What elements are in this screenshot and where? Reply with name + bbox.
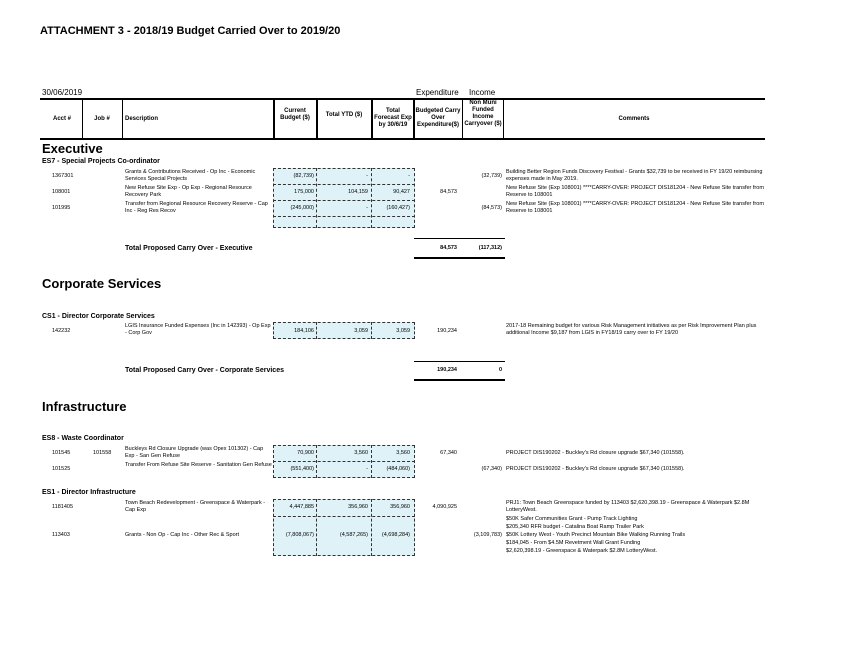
table-row-ytd: - (366, 466, 368, 472)
col-divider (316, 100, 318, 138)
table-row-desc: Town Beach Redevelopment - Greenspace & Waterpark - Cap Exp (125, 500, 266, 513)
table-row-comment-line: $2,620,398.19 - Greenspace & Waterpark $2.8M LotteryWest. (506, 548, 658, 554)
table-row-ytd: 104,159 (348, 189, 368, 195)
table-row-comment-line: $205,340 RFR budget - Catalina Boat Ramp Trailer Park (506, 524, 644, 530)
table-row-acct: 1367301 (52, 173, 74, 179)
section-heading-infrastructure: Infrastructure (42, 399, 127, 414)
subsection-es1: ES1 - Director Infrastructure (42, 489, 136, 496)
col-total-forecast: Total Forecast Exp by 30/6/19 (374, 108, 412, 128)
table-row-ytd: (4,587,265) (339, 532, 368, 538)
table-row-acct: 101525 (52, 466, 71, 472)
table-row-carry: 4,090,925 (432, 504, 457, 510)
table-row-ytd: 3,059 (354, 328, 368, 334)
total-top-line (414, 361, 505, 362)
table-row-acct: 101995 (52, 205, 71, 211)
box-divider (273, 516, 415, 518)
col-divider (371, 100, 373, 138)
total-income-executive: (117,312) (478, 245, 502, 251)
table-row-forecast: (484,060) (386, 466, 410, 472)
col-job: Job # (94, 116, 110, 122)
col-current-budget: Current Budget ($) (280, 108, 310, 121)
table-row-comment: PROJECT DIS190202 - Buckley's Rd closure upgrade $67,340 (101558). (506, 450, 685, 456)
table-row-budget: (82,739) (293, 173, 314, 179)
table-row-ytd: - (366, 173, 368, 179)
income-label: Income (469, 88, 496, 97)
table-row-comment: PROJECT DIS190202 - Buckley's Rd closure upgrade $67,340 (101558). (506, 466, 685, 472)
col-budgeted-carry: Budgeted Carry Over Expenditure($) (415, 108, 461, 128)
table-row-budget: (7,808,067) (285, 532, 314, 538)
table-row-ytd: - (366, 205, 368, 211)
section-heading-executive: Executive (42, 141, 103, 156)
table-row-comment-line: $50K Safer Communities Grant - Pump Track Lighting (506, 516, 638, 522)
header-bottom-line (40, 138, 765, 140)
box-divider (273, 216, 415, 218)
table-row-acct: 108001 (52, 189, 71, 195)
table-row-forecast: - (408, 173, 410, 179)
table-row-comment: Building Better Region Funds Discovery Festival - Grants $32,739 to be received in FY 19/20 reimbursing expenses made in May 2019. (506, 169, 763, 182)
table-row-forecast: 3,059 (396, 328, 410, 334)
table-row-income: (3,109,783) (473, 532, 502, 538)
total-bottom-line (414, 257, 505, 259)
box-divider (273, 184, 415, 186)
table-row-ytd: 356,960 (348, 504, 368, 510)
table-row-job: 101558 (93, 450, 112, 456)
table-row-budget: (245,000) (290, 205, 314, 211)
table-row-income: (84,573) (481, 205, 502, 211)
table-row-ytd: 3,560 (354, 450, 368, 456)
table-row-acct: 113403 (52, 532, 70, 538)
table-row-budget: 70,900 (297, 450, 314, 456)
subsection-es8: ES8 - Waste Coordinator (42, 435, 124, 442)
table-row-income: (32,739) (481, 173, 502, 179)
table-row-desc: Transfer From Refuse Site Reserve - Sanitation Gen Refuse (125, 462, 272, 468)
col-comments: Comments (618, 116, 650, 122)
table-row-budget: (551,400) (290, 466, 314, 472)
box-divider (273, 461, 415, 463)
total-bottom-line (414, 379, 505, 381)
table-row-desc: Transfer from Regional Resource Recovery Reserve - Cap Inc - Reg Res Recov (125, 201, 268, 214)
table-row-desc: Grants - Non Op - Cap Inc - Other Rec & Sport (125, 532, 240, 538)
table-row-forecast: 3,560 (396, 450, 410, 456)
col-description: Description (125, 116, 159, 122)
col-divider (273, 100, 275, 138)
table-row-forecast: 356,960 (390, 504, 410, 510)
section-heading-corporate: Corporate Services (42, 276, 162, 291)
table-row-carry: 67,340 (440, 450, 457, 456)
subsection-cs1: CS1 - Director Corporate Services (42, 313, 155, 320)
table-row-carry: 190,234 (437, 328, 457, 334)
col-divider (82, 100, 83, 138)
col-acct: Acct # (52, 116, 71, 122)
box-divider (273, 200, 415, 202)
table-row-comment-line: $50K Lottery West - Youth Precinct Mountain Bike Walking Running Trails (506, 532, 686, 538)
total-income-corporate: 0 (498, 367, 502, 373)
expenditure-label: Expenditure (416, 88, 459, 97)
table-row-acct: 142232 (52, 328, 71, 334)
col-non-muni: Non Muni Funded Income Carryover ($) (464, 100, 502, 127)
table-row-forecast: (160,427) (386, 205, 410, 211)
table-row-budget: 184,106 (294, 328, 314, 334)
total-carry-corporate: 190,234 (437, 367, 457, 373)
total-label-corporate: Total Proposed Carry Over - Corporate Services (125, 367, 284, 374)
page-title: ATTACHMENT 3 - 2018/19 Budget Carried Over to 2019/20 (40, 25, 341, 37)
table-row-comment: 2017-18 Remaining budget for various Risk Management initiatives as per Risk Improvement Plan plus additional Income $9,187 from LGIS in FY18/19 carry over to FY 19/20 (506, 323, 757, 336)
table-row-forecast: (4,698,284) (381, 532, 410, 538)
table-row-desc: New Refuse Site Exp - Op Exp - Regional Resource Recovery Park (125, 185, 252, 198)
table-row-comment-line: $184,045 - From $4.5M Revetment Wall Grant Funding (506, 540, 641, 546)
table-row-carry: 84,573 (440, 189, 457, 195)
table-row-desc: LGIS Insurance Funded Expenses (Inc in 142393) - Op Exp - Corp Gov (125, 323, 271, 336)
total-carry-executive: 84,573 (440, 245, 457, 251)
table-row-budget: 4,447,885 (289, 504, 314, 510)
col-divider (122, 100, 123, 138)
table-row-acct: 1181405 (52, 504, 74, 510)
table-row-comment: PRJ1: Town Beach Greenspace funded by 113403 $2,620,398.19 - Greenspace & Waterpark $2.8M LotteryWest. (506, 500, 750, 513)
header-top-line (40, 98, 765, 100)
table-row-income: (67,340) (481, 466, 502, 472)
col-divider (503, 100, 504, 138)
table-row-forecast: 90,427 (393, 189, 410, 195)
table-row-comment: New Refuse Site (Exp 108001) ****CARRY-OVER: PROJECT DIS181204 - New Refuse Site transfer from Reserve to 108001 (506, 185, 764, 198)
table-row-desc: Buckleys Rd Closure Upgrade (was Opex 101302) - Cap Exp - San Gen Refuse (125, 446, 264, 459)
col-total-ytd: Total YTD ($) (325, 112, 363, 118)
total-top-line (414, 238, 505, 239)
report-date: 30/06/2019 (42, 88, 83, 97)
table-row-desc: Grants & Contributions Received - Op Inc - Economic Services Special Projects (125, 169, 256, 182)
total-label-executive: Total Proposed Carry Over - Executive (125, 245, 253, 252)
table-row-budget: 175,000 (294, 189, 314, 195)
col-divider (462, 100, 463, 138)
subsection-es7: ES7 - Special Projects Co-ordinator (42, 158, 160, 165)
table-row-acct: 101545 (52, 450, 71, 456)
table-row-comment: New Refuse Site (Exp 108001) ****CARRY-OVER: PROJECT DIS181204 - New Refuse Site transfer from Reserve to 108001 (506, 201, 764, 214)
